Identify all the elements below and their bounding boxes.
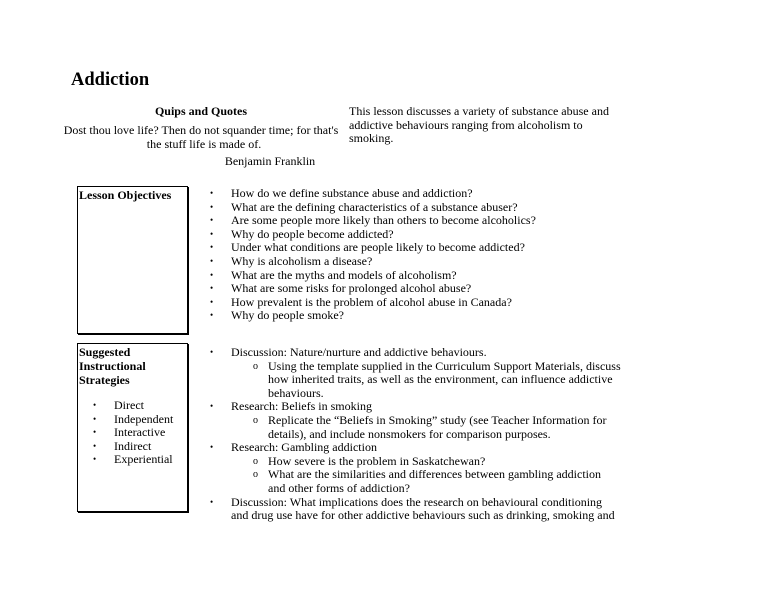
- objective-item: • Why is alcoholism a disease?: [231, 255, 751, 269]
- objective-item: • How prevalent is the problem of alcohol abuse in Canada?: [231, 296, 751, 310]
- quote: [64, 123, 344, 151]
- strategy-subitem-line: o Replicate the “Beliefs in Smoking” study (see Teacher Information for: [268, 412, 607, 427]
- quote-line-2: the stuff life is made of.: [146, 137, 262, 151]
- intro-line-2: addictive behaviours ranging from alcoholism to: [349, 117, 583, 132]
- strategy-sublist: [268, 414, 751, 441]
- objective-item: • What are the myths and models of alcoholism?: [231, 269, 751, 283]
- objectives-label-box: [77, 186, 188, 334]
- objectives-list: [231, 187, 751, 323]
- strategy-subitem-line: o What are the similarities and differences between gambling addiction: [268, 467, 601, 482]
- objective-item: • Why do people become addicted?: [231, 228, 751, 242]
- strategies-label-line-1: Suggested: [79, 345, 131, 359]
- objective-item: • Why do people smoke?: [231, 309, 751, 323]
- strategies-label-line-3: Strategies: [79, 373, 130, 387]
- objective-item: • Under what conditions are people likely to become addicted?: [231, 241, 751, 255]
- strategy-text-line: • Discussion: What implications does the research on behavioural conditioning: [231, 494, 603, 509]
- strategy-subitem: [268, 455, 751, 469]
- objective-item: • Are some people more likely than others to become alcoholics?: [231, 214, 751, 228]
- strategy-subitem-line: o How severe is the problem in Saskatchewan?: [268, 453, 486, 468]
- strategy-subitem-line: how inherited traits, as well as the environment, can influence addictive: [268, 372, 613, 387]
- strategy-item: [231, 441, 751, 495]
- strategy-subitem-line: o Using the template supplied in the Curriculum Support Materials, discuss: [268, 358, 621, 373]
- strategy-text: • Research: Gambling addiction: [231, 440, 377, 455]
- strategies-list: [231, 346, 751, 523]
- method-item: • Indirect: [114, 440, 173, 454]
- intro-line-3: smoking.: [349, 131, 394, 146]
- strategies-label-line-2: Instructional: [79, 359, 146, 373]
- method-item: • Interactive: [114, 426, 173, 440]
- objective-item: • What are the defining characteristics of a substance abuser?: [231, 201, 751, 215]
- strategy-item: [231, 496, 751, 523]
- objective-item: • How do we define substance abuse and addiction?: [231, 187, 751, 201]
- quote-author: Benjamin Franklin: [224, 154, 316, 168]
- method-item: • Independent: [114, 413, 173, 427]
- lesson-intro: [349, 105, 629, 146]
- quote-line-1: Dost thou love life? Then do not squander time; for that's: [63, 123, 339, 137]
- strategy-text-line: and drug use have for other addictive behaviours such as drinking, smoking and: [231, 508, 615, 523]
- strategy-subitem-line: behaviours.: [268, 385, 324, 400]
- strategy-text: • Discussion: Nature/nurture and addictive behaviours.: [231, 345, 487, 359]
- strategy-sublist: [268, 360, 751, 401]
- strategies-label: [78, 344, 187, 387]
- strategy-subitem: [268, 360, 751, 401]
- strategy-item: [231, 400, 751, 441]
- strategy-subitem: [268, 414, 751, 441]
- intro-line-1: This lesson discusses a variety of substance abuse and: [349, 104, 609, 118]
- strategies-label-box: [77, 343, 188, 512]
- page-title: Addiction: [71, 70, 150, 90]
- strategy-subitem-line: and other forms of addiction?: [268, 480, 410, 495]
- objectives-label: Lesson Objectives: [79, 188, 172, 202]
- quips-heading: Quips and Quotes: [154, 104, 248, 118]
- strategy-subitem-line: details), and include nonsmokers for comparison purposes.: [268, 426, 551, 441]
- objective-item: • What are some risks for prolonged alcohol abuse?: [231, 282, 751, 296]
- method-item: • Direct: [114, 399, 173, 413]
- strategy-sublist: [268, 455, 751, 496]
- strategy-text: • Research: Beliefs in smoking: [231, 399, 372, 414]
- method-item: • Experiential: [114, 453, 173, 467]
- strategy-item: [231, 346, 751, 400]
- methods-list: [114, 399, 173, 467]
- strategy-subitem: [268, 468, 751, 495]
